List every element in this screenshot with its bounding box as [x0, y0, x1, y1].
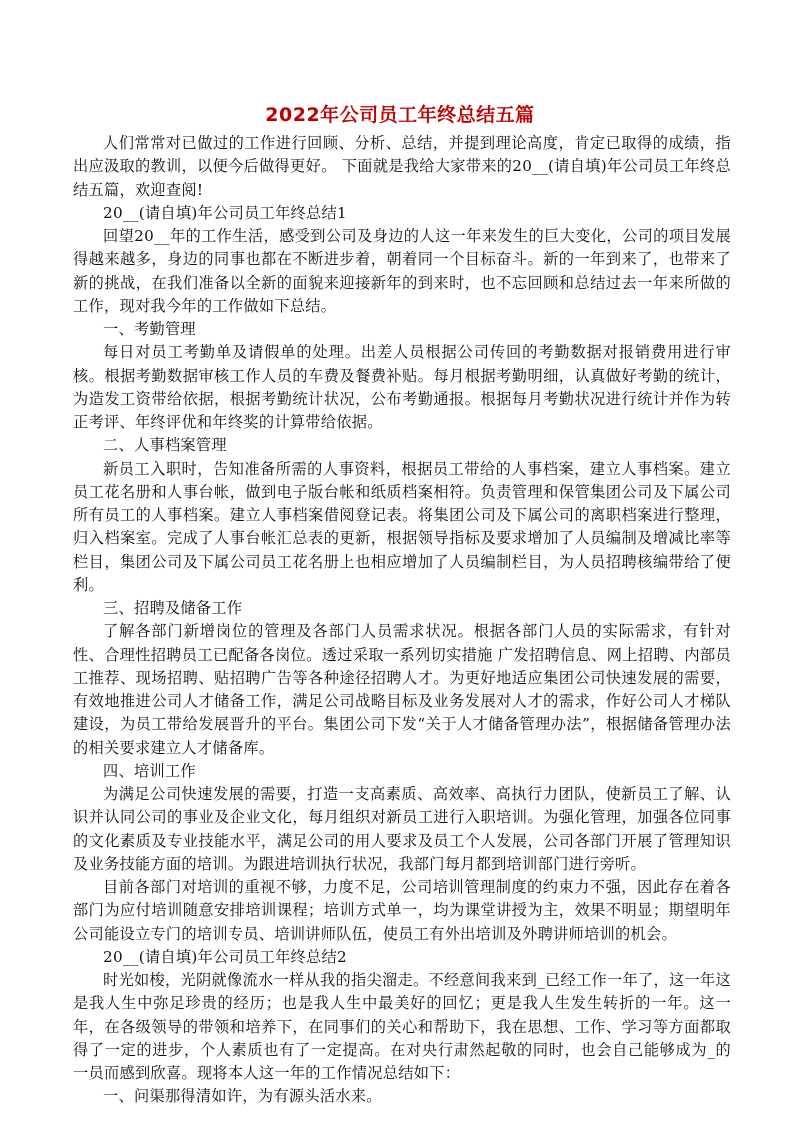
section-heading: 20__(请自填)年公司员工年终总结1: [103, 203, 347, 222]
paragraph: 时光如梭，光阴就像流水一样从我的指尖溜走。不经意间我来到_已经工作一年了，这一年这是我人生中弥足珍贵的经历；也是我人生中最美好的回忆；更是我人生发生转折的一年。这一年，在各级领导的带领和培养下，在同事们的关心和帮助下，我在思想、工作、学习等方面都取得了一定的进步，个人素质也有了一定提高。在对央行肃然起敬的同时，也会自己能够成为_的一员而感到欣喜。现将本人这一年的工作情况总结如下：: [73, 971, 731, 1082]
paragraph: 人们常常对已做过的工作进行回顾、分析、总结，并提到理论高度，肯定已取得的成绩，指出应汲取的教训，以便今后做得更好。 下面就是我给大家带来的20__(请自填)年公司员工年终总结五篇，欢迎查阅!: [73, 134, 731, 199]
section-heading: 20__(请自填)年公司员工年终总结2: [103, 947, 347, 966]
document-body: [73, 132, 731, 1109]
paragraph: 新员工入职时，告知准备所需的人事资料，根据员工带给的人事档案，建立人事档案。建立员工花名册和人事台帐，做到电子版台帐和纸质档案相符。负责管理和保管集团公司及下属公司所有员工的人事档案。建立人事档案借阅登记表。将集团公司及下属公司的离职档案进行整理，归入档案室。完成了人事台帐汇总表的更新，根据领导指标及要求增加了人员编制及增减比率等栏目，集团公司及下属公司员工花名册上也相应增加了人员编制栏目，为人员招聘核编带给了便利。: [73, 459, 731, 594]
section-heading: 一、问渠那得清如许，为有源头活水来。: [103, 1087, 382, 1106]
paragraph: 回望20__年的工作生活，感受到公司及身边的人这一年来发生的巨大变化，公司的项目发展得越来越多，身边的同事也都在不断进步着，朝着同一个目标奋斗。新的一年到来了，也带来了新的挑战，在我们准备以全新的面貌来迎接新年的到来时，也不忘回顾和总结过去一年来所做的工作，现对我今年的工作做如下总结。: [73, 227, 731, 315]
document-title: 2022年公司员工年终总结五篇: [265, 104, 535, 126]
paragraph: 每日对员工考勤单及请假单的处理。出差人员根据公司传回的考勤数据对报销费用进行审核。根据考勤数据审核工作人员的车费及餐费补贴。每月根据考勤明细，认真做好考勤的统计，为造发工资带给依据，根据考勤统计状况，公布考勤通报。根据每月考勤状况进行统计并作为转正考评、年终评优和年终奖的计算带给依据。: [73, 343, 731, 431]
section-heading: 二、人事档案管理: [103, 436, 227, 455]
paragraph: 了解各部门新增岗位的管理及各部门人员需求状况。根据各部门人员的实际需求，有针对性、合理性招聘员工已配备各岗位。透过采取一系列切实措施 广发招聘信息、网上招聘、内部员工推荐、现场招聘、贴招聘广告等各种途径招聘人才。为更好地适应集团公司快速发展的需要，有效地推进公司人才储备工作，满足公司战略目标及业务发展对人才的需求，作好公司人才梯队建设，为员工带给发展晋升的平台。集团公司下发“关于人才储备管理办法”，根据储备管理办法的相关要求建立人才储备库。: [73, 622, 731, 757]
section-heading: 一、考勤管理: [103, 320, 196, 338]
paragraph: 目前各部门对培训的重视不够，力度不足，公司培训管理制度的约束力不强，因此存在着各部门为应付培训随意安排培训课程；培训方式单一，均为课堂讲授为主，效果不明显；期望明年公司能设立专门的培训专员、培训讲师队伍，使员工有外出培训及外聘讲师培训的机会。: [73, 878, 731, 943]
paragraph: 为满足公司快速发展的需要，打造一支高素质、高效率、高执行力团队，使新员工了解、认识并认同公司的事业及企业文化，每月组织对新员工进行入职培训。为强化管理，加强各位同事的文化素质及专业技能水平，满足公司的用人要求及员工个人发展，公司各部门开展了管理知识及业务技能方面的培训。为跟进培训执行状况，我部门每月都到培训部门进行旁听。: [73, 785, 731, 873]
section-heading: 三、招聘及储备工作: [103, 599, 243, 617]
section-heading: 四、培训工作: [103, 761, 196, 780]
